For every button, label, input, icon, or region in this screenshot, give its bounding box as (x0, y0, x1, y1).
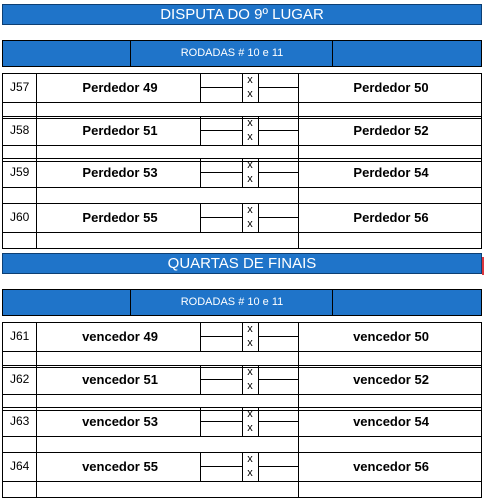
score-separator-x: x (247, 159, 253, 171)
score-cell-line (258, 336, 298, 337)
match-row (2, 365, 482, 411)
grid-line (2, 232, 482, 233)
grid-line (2, 365, 3, 411)
team-right-name: vencedor 50 (353, 329, 429, 344)
grid-line (2, 187, 482, 188)
rounds-label: RODADAS # 10 e 11 (180, 47, 284, 59)
score-cell-line (258, 379, 298, 380)
score-separator-x: x (247, 204, 253, 216)
score-separator-x: x (247, 366, 253, 378)
grid-line (2, 481, 482, 482)
grid-line (298, 116, 299, 162)
score-separator-x: x (247, 117, 253, 129)
grid-line (36, 158, 37, 204)
team-left-name: vencedor 55 (82, 459, 158, 474)
team-left-name: vencedor 49 (82, 329, 158, 344)
grid-line (2, 436, 482, 437)
match-id: J64 (10, 459, 30, 473)
section-title: QUARTAS DE FINAIS (167, 255, 317, 272)
match-row (2, 407, 482, 453)
grid-line (2, 248, 482, 249)
score-separator-x: x (247, 323, 253, 335)
match-row (2, 452, 482, 498)
grid-line (2, 116, 3, 162)
score-separator-x: x (247, 131, 253, 143)
grid-line (2, 158, 3, 204)
score-separator-x: x (247, 467, 253, 479)
grid-line (36, 203, 37, 249)
grid-line (2, 102, 482, 103)
team-left-name: Perdedor 53 (82, 165, 158, 180)
match-id: J60 (10, 210, 30, 224)
score-cell-line (200, 87, 242, 88)
score-separator-x: x (247, 337, 253, 349)
score-separator-x: x (247, 453, 253, 465)
grid-line (36, 452, 37, 498)
team-right-name: Perdedor 56 (353, 210, 429, 225)
section-title: DISPUTA DO 9º LUGAR (160, 6, 324, 23)
header-cell-left (3, 290, 131, 315)
team-right-name: Perdedor 54 (353, 165, 429, 180)
grid-line (36, 322, 37, 368)
score-separator-x: x (247, 408, 253, 420)
score-cell-line (258, 172, 298, 173)
team-left-name: Perdedor 51 (82, 123, 158, 138)
score-separator-x: x (247, 173, 253, 185)
score-cell-line (258, 130, 298, 131)
team-right-name: Perdedor 52 (353, 123, 429, 138)
grid-line (2, 394, 482, 395)
match-row (2, 158, 482, 204)
score-cell-line (258, 466, 298, 467)
header-cell-left (3, 41, 131, 66)
team-right-name: vencedor 56 (353, 459, 429, 474)
match-id: J61 (10, 329, 30, 343)
match-row (2, 73, 482, 119)
grid-line (36, 365, 37, 411)
grid-line (2, 351, 482, 352)
score-cell-line (200, 217, 242, 218)
match-row (2, 203, 482, 249)
grid-line (2, 452, 3, 498)
grid-line (2, 203, 3, 249)
team-right-name: vencedor 52 (353, 372, 429, 387)
score-cell-line (200, 130, 242, 131)
score-cell-line (258, 87, 298, 88)
score-separator-x: x (247, 88, 253, 100)
team-right-name: vencedor 54 (353, 414, 429, 429)
rounds-header-row (2, 40, 482, 67)
rounds-header-row (2, 289, 482, 316)
score-cell-line (200, 466, 242, 467)
grid-line (2, 73, 3, 119)
match-id: J62 (10, 372, 30, 386)
match-id: J57 (10, 80, 30, 94)
grid-line (298, 407, 299, 453)
grid-line (36, 73, 37, 119)
score-separator-x: x (247, 74, 253, 86)
match-id: J63 (10, 414, 30, 428)
team-left-name: Perdedor 55 (82, 210, 158, 225)
match-id: J58 (10, 123, 30, 137)
match-id: J59 (10, 165, 30, 179)
grid-line (298, 158, 299, 204)
team-left-name: vencedor 53 (82, 414, 158, 429)
team-left-name: Perdedor 49 (82, 80, 158, 95)
score-separator-x: x (247, 380, 253, 392)
grid-line (298, 73, 299, 119)
score-cell-line (200, 379, 242, 380)
score-cell-line (200, 336, 242, 337)
grid-line (298, 203, 299, 249)
match-row (2, 116, 482, 162)
score-separator-x: x (247, 422, 253, 434)
section-title-banner (2, 4, 482, 25)
score-cell-line (258, 217, 298, 218)
grid-line (298, 452, 299, 498)
team-left-name: vencedor 51 (82, 372, 158, 387)
rounds-label: RODADAS # 10 e 11 (180, 296, 284, 308)
score-separator-x: x (247, 218, 253, 230)
team-right-name: Perdedor 50 (353, 80, 429, 95)
section-title-banner (2, 253, 482, 274)
grid-line (2, 407, 3, 453)
grid-line (36, 407, 37, 453)
score-cell-line (258, 421, 298, 422)
score-cell-line (200, 172, 242, 173)
grid-line (298, 322, 299, 368)
grid-line (2, 322, 3, 368)
grid-line (298, 365, 299, 411)
grid-line (2, 145, 482, 146)
score-cell-line (200, 421, 242, 422)
grid-line (36, 116, 37, 162)
match-row (2, 322, 482, 368)
